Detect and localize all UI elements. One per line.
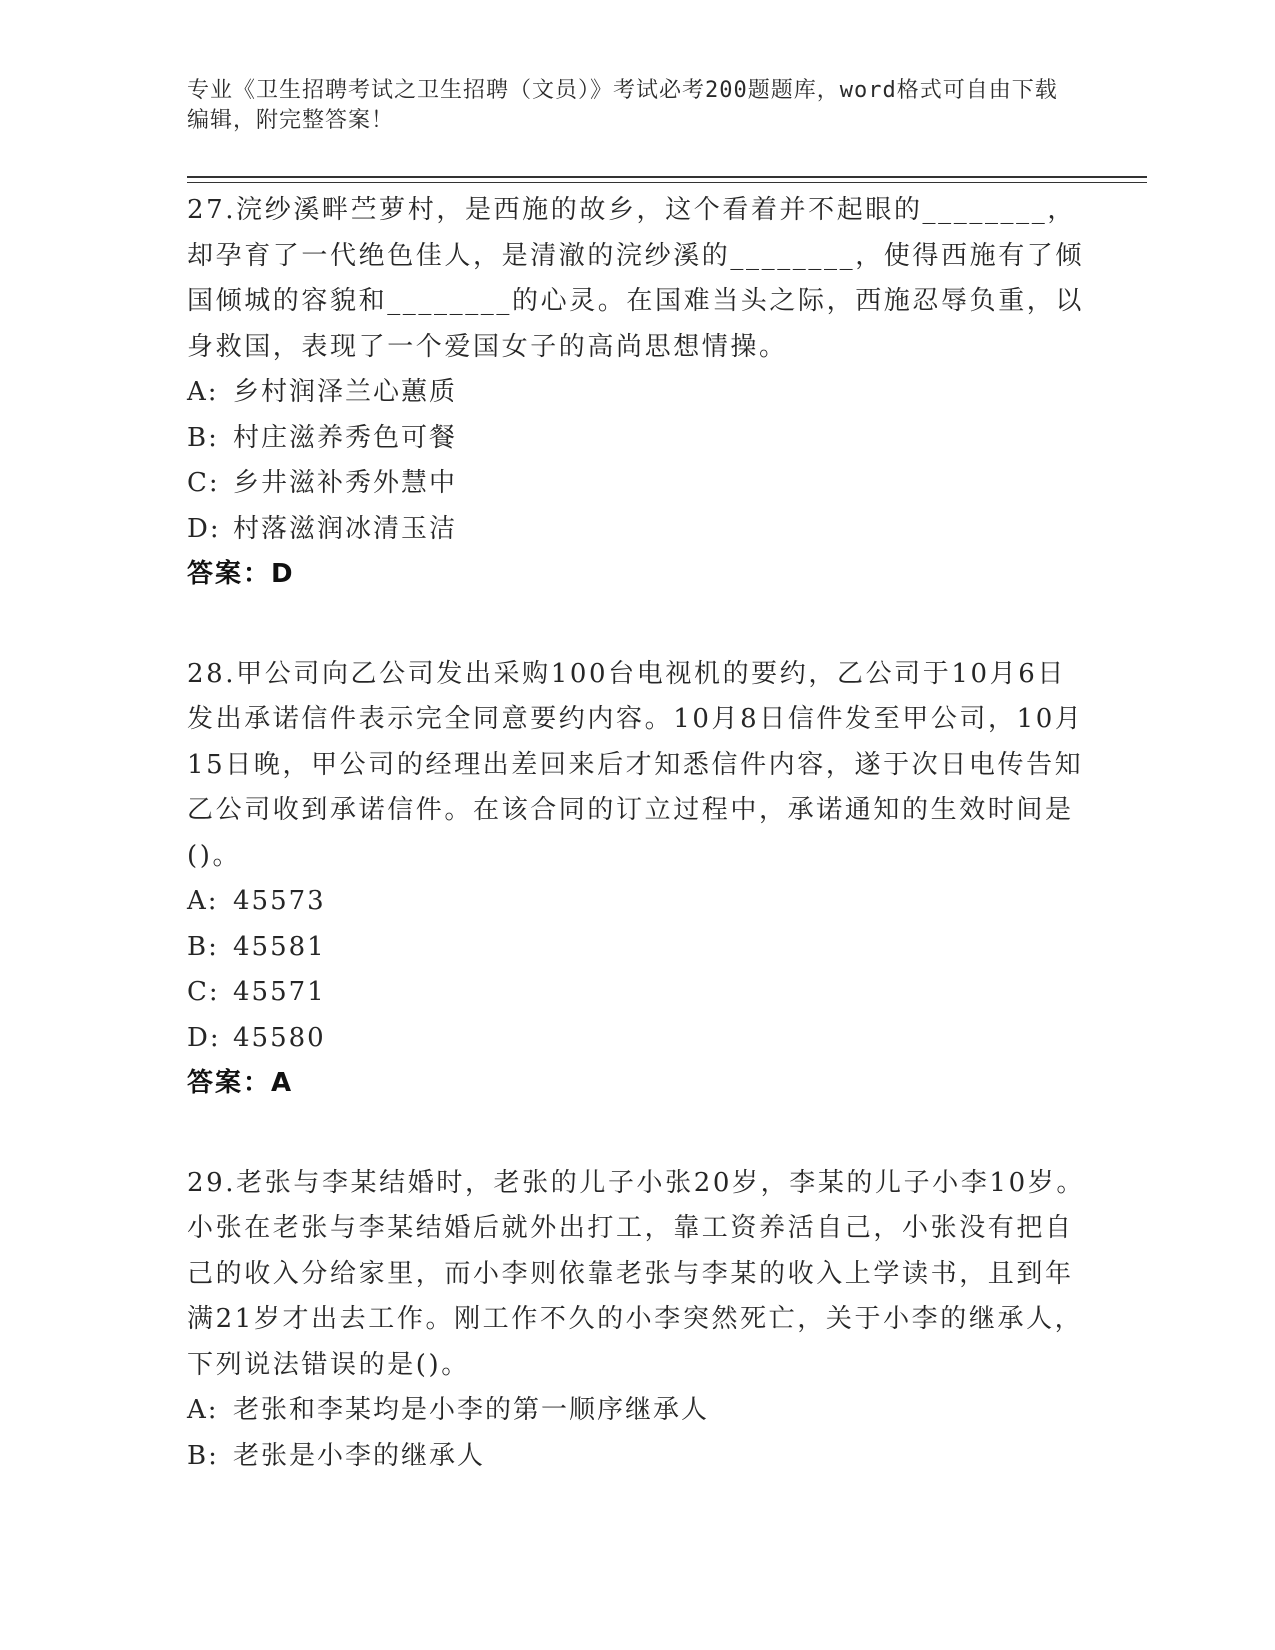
question-29 bbox=[187, 1161, 1087, 1480]
option-text: 乡村润泽兰心蕙质 bbox=[233, 377, 458, 407]
option-text: 村庄滋养秀色可餐 bbox=[233, 422, 458, 453]
option-key: B: bbox=[187, 422, 219, 453]
question-list bbox=[187, 188, 1087, 1479]
header-text: 专业《卫生招聘考试之卫生招聘（文员）》考试必考200题题库，word格式可自由下载编辑，附完整答案！ bbox=[187, 78, 1058, 133]
spacer bbox=[187, 1107, 1087, 1161]
question-28 bbox=[187, 652, 1087, 1107]
header-rule-thick bbox=[187, 176, 1147, 178]
question-text: 29.老张与李某结婚时，老张的儿子小张20岁，李某的儿子小李10岁。小张在老张与李某结婚后就外出打工，靠工资养活自己，小张没有把自己的收入分给家里，而小李则依靠老张与李某的收入上学读书，且到年满21岁才出去工作。刚工作不久的小李突然死亡，关于小李的继承人，下列说法错误的是()。 bbox=[187, 1167, 1085, 1380]
question-text: 28.甲公司向乙公司发出采购100台电视机的要约，乙公司于10月6日发出承诺信件表示完全同意要约内容。10月8日信件发至甲公司，10月15日晚，甲公司的经理出差回来后才知悉信件内容，遂于次日电传告知乙公司收到承诺信件。在该合同的订立过程中，承诺通知的生效时间是()。 bbox=[187, 658, 1084, 871]
option-b bbox=[187, 925, 1087, 971]
option-key: B: bbox=[187, 931, 219, 962]
option-d bbox=[187, 1016, 1087, 1062]
option-text: 45573 bbox=[233, 886, 326, 916]
question-27 bbox=[187, 188, 1087, 598]
option-text: 村落滋润冰清玉洁 bbox=[233, 513, 458, 544]
option-text: 45581 bbox=[233, 931, 326, 962]
option-b bbox=[187, 416, 1087, 462]
option-key: A: bbox=[187, 886, 219, 916]
spacer bbox=[187, 598, 1087, 652]
document-header bbox=[187, 76, 1067, 136]
option-key: D: bbox=[187, 1022, 221, 1053]
option-text: 乡井滋补秀外慧中 bbox=[233, 468, 458, 498]
option-key: C: bbox=[187, 977, 220, 1007]
question-text: 27.浣纱溪畔苎萝村，是西施的故乡，这个看着并不起眼的________，却孕育了一代绝色佳人，是清澈的浣纱溪的________，使得西施有了倾国倾城的容貌和________的心灵。在国难当头之际，西施忍辱负重，以身救国，表现了一个爱国女子的高尚思想情操。 bbox=[187, 195, 1085, 362]
option-text: 45580 bbox=[233, 1022, 326, 1053]
option-key: C: bbox=[187, 468, 220, 498]
option-key: A: bbox=[187, 1395, 219, 1425]
option-text: 45571 bbox=[233, 977, 326, 1007]
option-text: 老张和李某均是小李的第一顺序继承人 bbox=[233, 1395, 710, 1425]
header-rule-thin bbox=[187, 182, 1147, 183]
option-b bbox=[187, 1434, 1087, 1480]
option-key: D: bbox=[187, 513, 221, 544]
option-a bbox=[187, 1388, 1087, 1434]
option-key: A: bbox=[187, 377, 219, 407]
answer-label: 答案：A bbox=[187, 1068, 294, 1098]
option-a bbox=[187, 370, 1087, 416]
option-c bbox=[187, 461, 1087, 507]
option-c bbox=[187, 970, 1087, 1016]
option-text: 老张是小李的继承人 bbox=[233, 1440, 486, 1471]
answer-label: 答案：D bbox=[187, 559, 295, 589]
option-a bbox=[187, 879, 1087, 925]
option-key: B: bbox=[187, 1440, 219, 1471]
option-d bbox=[187, 507, 1087, 553]
